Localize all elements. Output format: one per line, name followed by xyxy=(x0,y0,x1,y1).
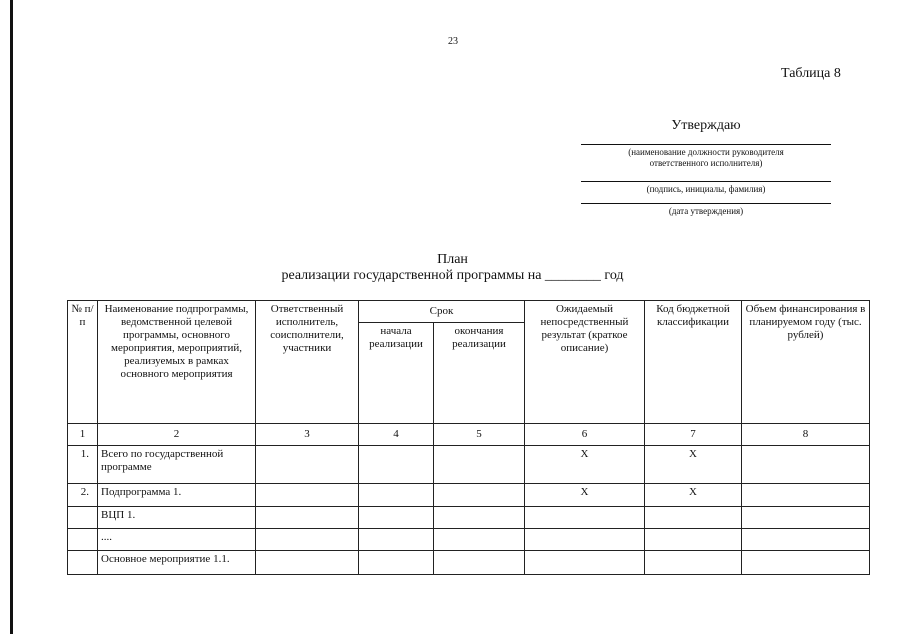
plan-table xyxy=(67,300,870,575)
row-funding xyxy=(742,484,870,507)
row-code xyxy=(645,551,742,575)
row-responsible xyxy=(256,484,359,507)
column-number: 4 xyxy=(359,424,434,446)
table-label: Таблица 8 xyxy=(781,66,841,81)
row-name: Подпрограмма 1. xyxy=(98,484,256,507)
row-number xyxy=(68,507,98,529)
row-end xyxy=(434,484,525,507)
row-result xyxy=(525,529,645,551)
page-number: 23 xyxy=(448,36,458,47)
row-start xyxy=(359,551,434,575)
column-number-row xyxy=(68,424,870,446)
row-responsible xyxy=(256,529,359,551)
table-row xyxy=(68,507,870,529)
header-no: № п/п xyxy=(68,301,98,424)
row-code: X xyxy=(645,446,742,484)
page-binding-line xyxy=(10,0,13,634)
column-number: 8 xyxy=(742,424,870,446)
approval-title: Утверждаю xyxy=(671,118,741,133)
table-row xyxy=(68,446,870,484)
table-row xyxy=(68,551,870,575)
column-number: 7 xyxy=(645,424,742,446)
header-result: Ожидаемый непосредственный результат (краткое описание) xyxy=(525,301,645,424)
header-term-end: окончания реализации xyxy=(434,323,525,424)
row-number xyxy=(68,529,98,551)
row-name: ВЦП 1. xyxy=(98,507,256,529)
column-number: 3 xyxy=(256,424,359,446)
column-number: 1 xyxy=(68,424,98,446)
row-end xyxy=(434,507,525,529)
table-row xyxy=(68,484,870,507)
row-result: X xyxy=(525,446,645,484)
header-term-start: начала реализации xyxy=(359,323,434,424)
date-line xyxy=(581,203,831,204)
column-number: 6 xyxy=(525,424,645,446)
row-name: .... xyxy=(98,529,256,551)
plan-title: План xyxy=(437,252,468,267)
table-row xyxy=(68,529,870,551)
row-end xyxy=(434,446,525,484)
row-name: Всего по государственной программе xyxy=(98,446,256,484)
row-number: 2. xyxy=(68,484,98,507)
row-number xyxy=(68,551,98,575)
signature-line xyxy=(581,181,831,182)
header-responsible: Ответственный исполнитель, соисполнители, участники xyxy=(256,301,359,424)
row-number: 1. xyxy=(68,446,98,484)
row-code xyxy=(645,529,742,551)
plan-subtitle: реализации государственной программы на ________ год xyxy=(281,268,624,283)
row-funding xyxy=(742,529,870,551)
header-row-top xyxy=(68,301,870,323)
row-funding xyxy=(742,446,870,484)
date-caption: (дата утверждения) xyxy=(668,206,744,216)
row-start xyxy=(359,446,434,484)
row-funding xyxy=(742,551,870,575)
row-responsible xyxy=(256,507,359,529)
row-responsible xyxy=(256,446,359,484)
row-result xyxy=(525,551,645,575)
column-number: 2 xyxy=(98,424,256,446)
row-end xyxy=(434,529,525,551)
row-result: X xyxy=(525,484,645,507)
row-end xyxy=(434,551,525,575)
row-start xyxy=(359,484,434,507)
column-number: 5 xyxy=(434,424,525,446)
row-responsible xyxy=(256,551,359,575)
header-funding: Объем финансирования в планируемом году (тыс. рублей) xyxy=(742,301,870,424)
header-term: Срок xyxy=(359,301,525,323)
row-result xyxy=(525,507,645,529)
signature-caption: (подпись, инициалы, фамилия) xyxy=(646,184,766,194)
row-start xyxy=(359,529,434,551)
header-name: Наименование подпрограммы, ведомственной целевой программы, основного мероприятия, мероприятий, реализуемых в рамках основного мероприятия xyxy=(98,301,256,424)
approval-block xyxy=(575,118,837,217)
row-code xyxy=(645,507,742,529)
header-budget-code: Код бюджетной классификации xyxy=(645,301,742,424)
position-line xyxy=(581,144,831,145)
row-start xyxy=(359,507,434,529)
row-code: X xyxy=(645,484,742,507)
row-funding xyxy=(742,507,870,529)
row-name: Основное мероприятие 1.1. xyxy=(98,551,256,575)
position-caption: (наименование должности руководителя ответственного исполнителя) xyxy=(628,147,784,168)
